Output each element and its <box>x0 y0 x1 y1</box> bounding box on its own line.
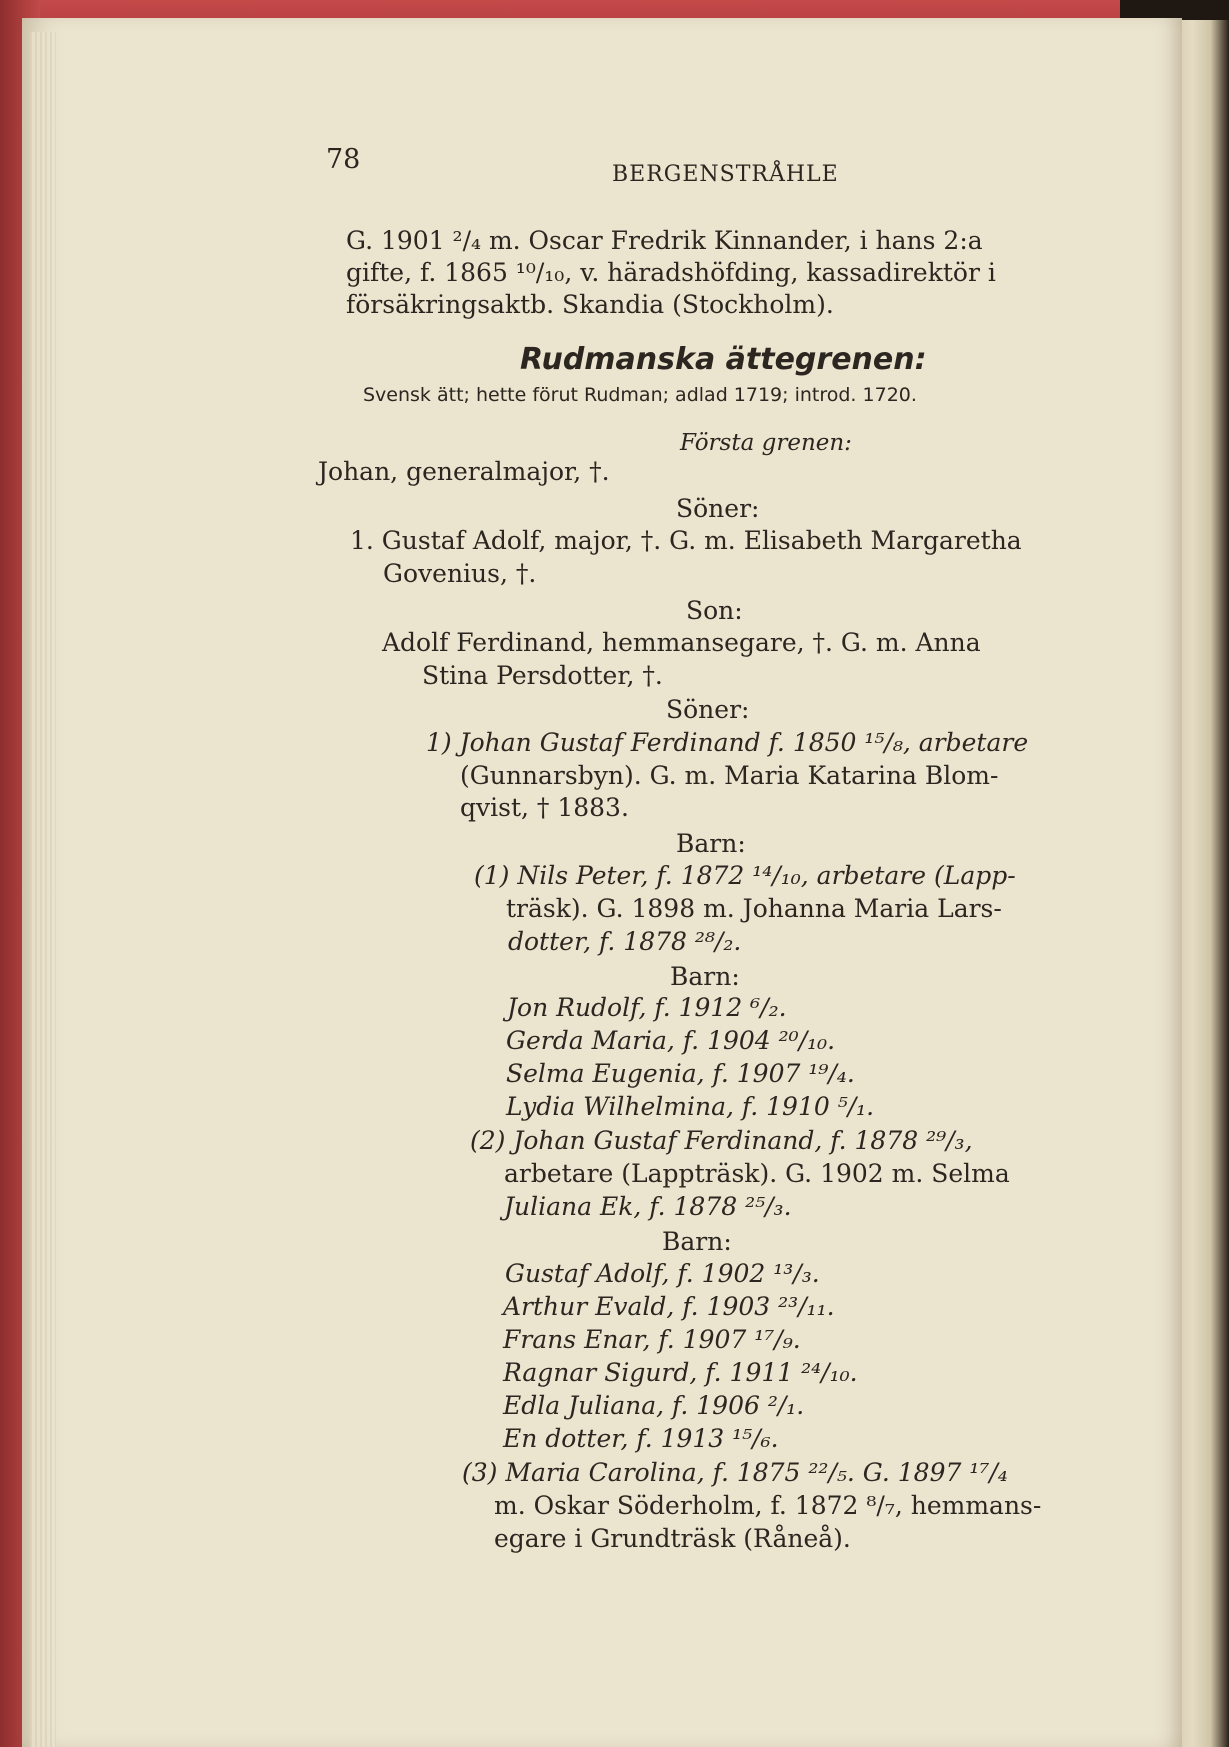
line-16: Barn: <box>670 962 740 991</box>
intro-line-2: gifte, f. 1865 ¹⁰/₁₀, v. häradshöfding, kassadirektör i <box>346 258 996 287</box>
line-33: egare i Grundträsk (Råneå). <box>494 1524 851 1553</box>
line-9: 1) Johan Gustaf Ferdinand f. 1850 ¹⁵/₈, arbetare <box>426 728 1029 757</box>
line-18: Gerda Maria, f. 1904 ²⁰/₁₀. <box>506 1026 836 1055</box>
line-28: Ragnar Sigurd, f. 1911 ²⁴/₁₀. <box>503 1358 858 1387</box>
line-3: 1. Gustaf Adolf, major, †. G. m. Elisabeth Margaretha <box>350 526 1022 555</box>
line-32: m. Oskar Söderholm, f. 1872 ⁸/₇, hemmans- <box>494 1491 1042 1520</box>
line-21: (2) Johan Gustaf Ferdinand, f. 1878 ²⁹/₃, <box>470 1126 973 1155</box>
branch-title: Första grenen: <box>680 430 852 456</box>
section-title: Rudmanska ättegrenen: <box>520 342 927 377</box>
line-24: Barn: <box>662 1227 732 1256</box>
line-17: Jon Rudolf, f. 1912 ⁶/₂. <box>507 993 787 1022</box>
line-1: Johan, generalmajor, †. <box>318 457 610 486</box>
line-10: (Gunnarsbyn). G. m. Maria Katarina Blom- <box>460 761 999 790</box>
line-5: Son: <box>686 596 743 625</box>
line-11: qvist, † 1883. <box>460 793 629 822</box>
line-19: Selma Eugenia, f. 1907 ¹⁹/₄. <box>506 1059 855 1088</box>
line-4: Govenius, †. <box>383 559 537 588</box>
line-31: (3) Maria Carolina, f. 1875 ²²/₅. G. 1897 ¹⁷/₄ <box>462 1458 1008 1487</box>
line-13: (1) Nils Peter, f. 1872 ¹⁴/₁₀, arbetare (Lapp- <box>474 861 1016 890</box>
line-30: En dotter, f. 1913 ¹⁵/₆. <box>503 1424 779 1453</box>
line-2: Söner: <box>676 494 760 523</box>
line-22: arbetare (Lappträsk). G. 1902 m. Selma <box>504 1159 1010 1188</box>
section-subtitle: Svensk ätt; hette förut Rudman; adlad 1719; introd. 1720. <box>363 384 917 406</box>
line-27: Frans Enar, f. 1907 ¹⁷/₉. <box>503 1325 801 1354</box>
running-head: BERGENSTRÅHLE <box>612 162 839 187</box>
line-8: Söner: <box>666 695 750 724</box>
line-23: Juliana Ek, f. 1878 ²⁵/₃. <box>504 1192 792 1221</box>
intro-line-3: försäkringsaktb. Skandia (Stockholm). <box>346 290 834 319</box>
intro-line-1: G. 1901 ²/₄ m. Oscar Fredrik Kinnander, i hans 2:a <box>346 226 983 255</box>
line-15: dotter, f. 1878 ²⁸/₂. <box>508 927 742 956</box>
line-7: Stina Persdotter, †. <box>422 661 663 690</box>
line-12: Barn: <box>676 829 746 858</box>
page-number: 78 <box>326 144 361 175</box>
line-26: Arthur Evald, f. 1903 ²³/₁₁. <box>503 1292 835 1321</box>
line-20: Lydia Wilhelmina, f. 1910 ⁵/₁. <box>506 1092 875 1121</box>
line-29: Edla Juliana, f. 1906 ²/₁. <box>503 1391 805 1420</box>
line-14: träsk). G. 1898 m. Johanna Maria Lars- <box>506 894 1002 923</box>
line-6: Adolf Ferdinand, hemmansegare, †. G. m. Anna <box>382 628 981 657</box>
line-25: Gustaf Adolf, f. 1902 ¹³/₃. <box>505 1259 820 1288</box>
